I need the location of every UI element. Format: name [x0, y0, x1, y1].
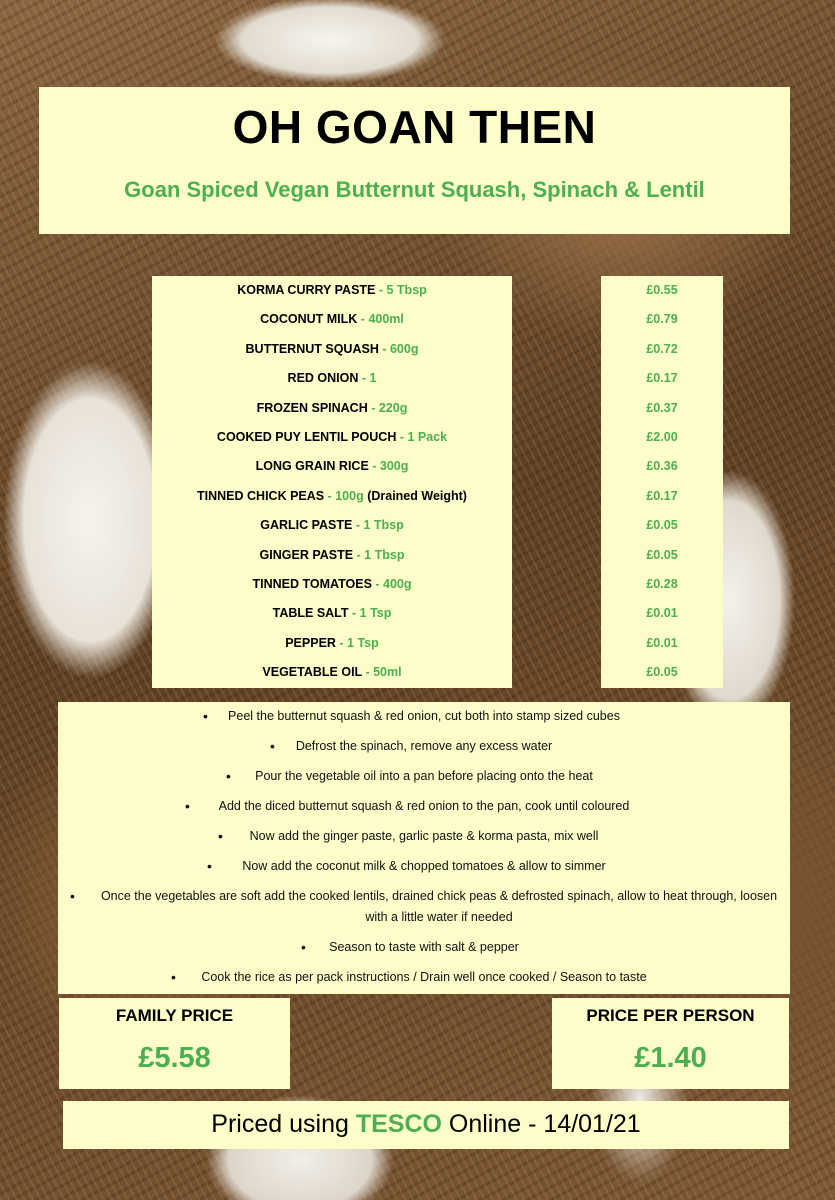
ingredient-separator: -	[378, 341, 390, 356]
ingredient-quantity: 1 Tsp	[359, 606, 392, 621]
ingredient-name: COOKED PUY LENTIL POUCH	[216, 429, 397, 444]
ingredient-quantity: 1 Tsp	[347, 635, 379, 650]
ingredient-price: £0.05	[646, 518, 678, 533]
ingredient-separator: -	[358, 371, 370, 386]
ingredient-name: GINGER PASTE	[259, 547, 354, 562]
method-step	[58, 822, 790, 852]
ingredient-row	[152, 570, 512, 599]
ingredient-price: £0.36	[646, 459, 678, 474]
family-price-box	[59, 998, 290, 1089]
ingredient-row	[152, 276, 512, 305]
method-step-text: Peel the butternut squash & red onion, cut both into stamp sized cubes	[228, 709, 620, 723]
ingredient-row	[152, 482, 512, 511]
recipe-header	[39, 87, 790, 234]
ingredient-name: BUTTERNUT SQUASH	[245, 341, 379, 356]
ingredient-price: £0.37	[646, 400, 678, 415]
ingredient-quantity: 1 Pack	[407, 429, 448, 444]
ingredient-name: FROZEN SPINACH	[256, 400, 368, 415]
price-per-person-box	[552, 998, 789, 1089]
ingredient-price: £0.01	[646, 635, 678, 650]
bullet-icon: •	[226, 768, 231, 784]
ingredient-separator: -	[396, 429, 408, 444]
ingredient-separator: -	[367, 400, 379, 415]
bullet-icon: •	[207, 858, 212, 874]
ingredient-name: PEPPER	[285, 635, 336, 650]
ingredient-quantity: 220g	[378, 400, 408, 415]
ingredient-quantity: 100g	[335, 488, 364, 503]
ingredient-separator: -	[368, 459, 380, 474]
ingredient-price: £0.72	[646, 341, 678, 356]
method-step-text: Now add the coconut milk & chopped tomatoes & allow to simmer	[242, 859, 606, 873]
ingredient-name: RED ONION	[287, 371, 359, 386]
ingredient-name: VEGETABLE OIL	[262, 665, 362, 680]
ingredient-separator: -	[352, 518, 364, 533]
ingredient-price: £0.17	[646, 488, 678, 503]
ingredient-quantity: 1 Tbsp	[363, 518, 404, 533]
method-step-text: Cook the rice as per pack instructions / Drain well once cooked / Season to taste	[201, 970, 647, 984]
ingredient-price-list	[601, 276, 723, 688]
ingredient-price: £0.79	[646, 312, 678, 327]
method-step-text: Add the diced butternut squash & red onion to the pan, cook until coloured	[218, 799, 630, 813]
ingredient-quantity: 5 Tbsp	[386, 283, 427, 297]
method-step-text: Season to taste with salt & pepper	[329, 940, 519, 954]
method-step	[58, 963, 790, 993]
ingredient-row	[152, 394, 512, 423]
method-step-text: Pour the vegetable oil into a pan before placing onto the heat	[255, 769, 593, 783]
ingredient-row	[152, 452, 512, 481]
ingredient-name: TINNED TOMATOES	[252, 576, 372, 591]
method-step	[58, 852, 790, 882]
family-price-label: FAMILY PRICE	[115, 1006, 234, 1025]
bullet-icon: •	[171, 969, 176, 985]
ingredient-row	[152, 305, 512, 334]
method-step	[58, 792, 790, 822]
method-step-text: Now add the ginger paste, garlic paste & korma pasta, mix well	[249, 829, 599, 843]
ingredient-price: £0.17	[646, 371, 678, 386]
ingredient-row	[152, 335, 512, 364]
ingredient-name: GARLIC PASTE	[260, 518, 353, 533]
ingredient-quantity: 50ml	[373, 665, 402, 680]
ingredient-quantity: 400ml	[368, 312, 404, 327]
ingredient-row	[152, 364, 512, 393]
ingredient-row	[152, 599, 512, 628]
ingredient-separator: -	[324, 488, 336, 503]
method-step-text: Defrost the spinach, remove any excess water	[295, 739, 553, 753]
footer-brand: TESCO	[355, 1110, 442, 1138]
ingredient-price: £0.05	[646, 665, 678, 680]
recipe-subtitle: Goan Spiced Vegan Butternut Squash, Spinach & Lentil	[124, 177, 705, 202]
price-per-person-label: PRICE PER PERSON	[586, 1006, 755, 1025]
footer-prefix: Priced using	[211, 1110, 356, 1138]
ingredient-note: (Drained Weight)	[363, 488, 467, 503]
bullet-icon: •	[70, 888, 75, 904]
ingredient-row	[152, 658, 512, 687]
ingredient-separator: -	[357, 312, 369, 327]
ingredient-price: £2.00	[646, 429, 678, 444]
bullet-icon: •	[301, 939, 306, 955]
method-steps	[58, 702, 790, 994]
ingredient-price: £0.05	[646, 547, 678, 562]
ingredient-separator: -	[335, 635, 348, 650]
ingredient-row	[152, 541, 512, 570]
method-step	[58, 933, 790, 963]
method-step	[58, 762, 790, 792]
pricing-source-footer	[63, 1101, 789, 1149]
ingredient-name: LONG GRAIN RICE	[255, 459, 369, 474]
ingredient-separator: -	[353, 547, 365, 562]
ingredient-quantity: 1	[369, 371, 377, 386]
ingredient-name: COCONUT MILK	[260, 312, 358, 327]
method-step	[58, 732, 790, 762]
ingredient-list	[152, 276, 512, 688]
ingredient-price: £0.01	[646, 606, 678, 621]
recipe-title: OH GOAN THEN	[232, 101, 597, 153]
ingredient-quantity: 300g	[379, 459, 409, 474]
footer-suffix: Online - 14/01/21	[441, 1110, 641, 1138]
ingredient-row	[152, 423, 512, 452]
bullet-icon: •	[270, 738, 275, 754]
bullet-icon: •	[185, 798, 190, 814]
ingredient-name: KORMA CURRY PASTE	[237, 283, 376, 297]
bullet-icon: •	[218, 828, 223, 844]
ingredient-price: £0.28	[646, 576, 678, 591]
method-step	[58, 702, 790, 732]
price-per-person-value: £1.40	[634, 1042, 707, 1074]
ingredient-quantity: 400g	[383, 576, 412, 591]
ingredient-separator: -	[361, 665, 374, 680]
method-step-text: Once the vegetables are soft add the cooked lentils, drained chick peas & defrosted spinach, allow to heat through, loosen with a little water if needed	[100, 889, 778, 924]
ingredient-row	[152, 511, 512, 540]
ingredient-separator: -	[371, 576, 384, 591]
bullet-icon: •	[203, 708, 208, 724]
family-price-value: £5.58	[138, 1042, 211, 1074]
ingredient-quantity: 600g	[389, 341, 419, 356]
ingredient-separator: -	[348, 606, 360, 621]
ingredient-name: TABLE SALT	[272, 606, 349, 621]
method-step	[58, 882, 790, 933]
ingredient-separator: -	[375, 283, 387, 297]
ingredient-price: £0.55	[646, 283, 678, 297]
ingredient-row	[152, 629, 512, 658]
ingredient-name: TINNED CHICK PEAS	[197, 488, 325, 503]
ingredient-quantity: 1 Tbsp	[364, 547, 405, 562]
